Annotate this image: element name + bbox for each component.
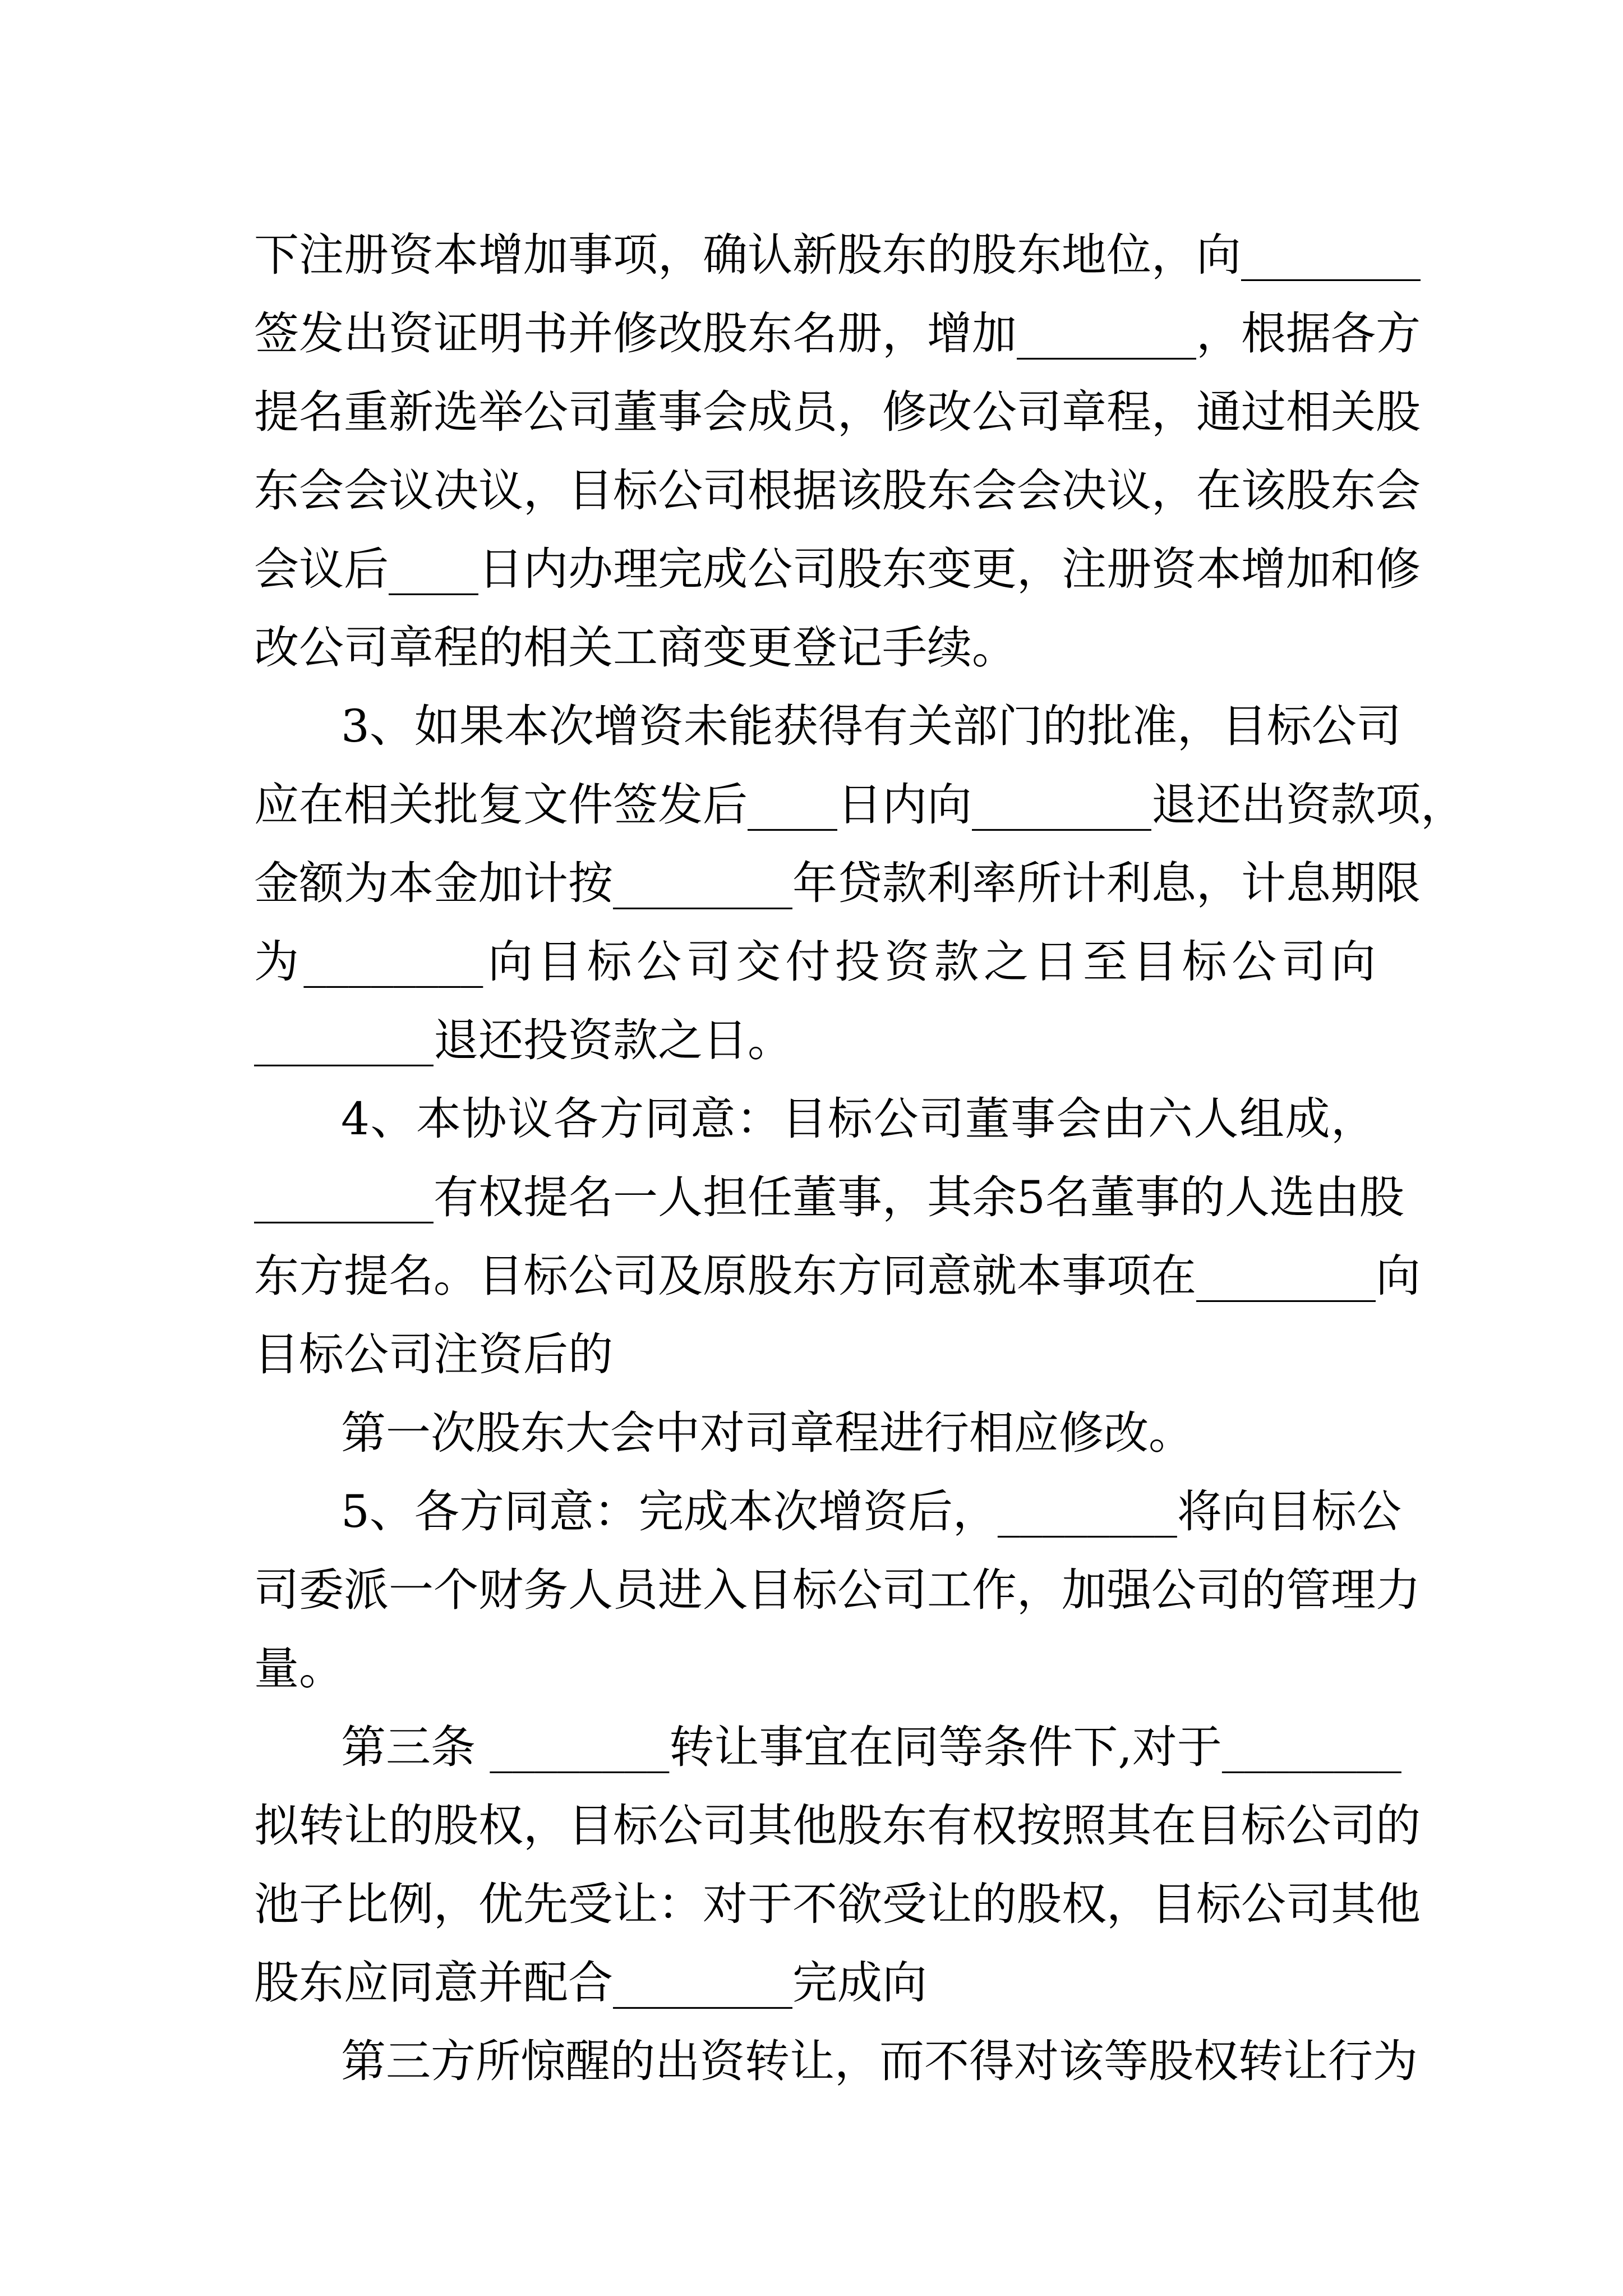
paragraph-start-line: 第三方所惊醒的出资转让，而不得对该等股权转让行为 — [341, 2035, 1418, 2087]
text-line: 提名重新选举公司董事会成员，修改公司章程，通过相关股 — [254, 386, 1421, 438]
text-line: 会议后____日内办理完成公司股东变更，注册资本增加和修 — [254, 543, 1421, 595]
text-line: 池子比例，优先受让：对于不欲受让的股权，目标公司其他 — [254, 1878, 1421, 1930]
text-line: 金额为本金加计按________年贷款利率所计利息，计息期限 — [254, 857, 1421, 909]
text-line: 东会会议决议，目标公司根据该股东会会决议，在该股东会 — [254, 464, 1421, 517]
text-line: 签发出资证明书并修改股东名册，增加________，根据各方 — [254, 307, 1421, 360]
paragraph-start-line: 第一次股东大会中对司章程进行相应修改。 — [341, 1407, 1193, 1459]
text-line: 为________向目标公司交付投资款之日至目标公司向 — [254, 936, 1376, 988]
document-body — [254, 216, 1465, 2101]
text-line: 改公司章程的相关工商变更登记手续。 — [254, 622, 1017, 674]
text-line: 目标公司注资后的 — [254, 1328, 613, 1381]
text-line: 司委派一个财务人员进入目标公司工作，加强公司的管理力 — [254, 1564, 1421, 1616]
text-line: 应在相关批复文件签发后____日内向________退还出资款项， — [254, 779, 1465, 831]
paragraph-start-line: 3、如果本次增资未能获得有关部门的批准，目标公司 — [341, 700, 1401, 752]
text-line: 股东应同意并配合________完成向 — [254, 1957, 927, 2009]
text-line: ________退还投资款之日。 — [254, 1014, 792, 1066]
paragraph-start-line: 4、本协议各方同意：目标公司董事会由六人组成， — [341, 1093, 1376, 1145]
text-line: ________有权提名一人担任董事，其余5名董事的人选由股 — [254, 1171, 1404, 1223]
article-heading-line: 第三条 ________转让事宜在同等条件下,对于________ — [341, 1721, 1401, 1773]
paragraph-start-line: 5、各方同意：完成本次增资后，________将向目标公 — [341, 1485, 1401, 1538]
text-line: 量。 — [254, 1642, 344, 1695]
text-line: 拟转让的股权，目标公司其他股东有权按照其在目标公司的 — [254, 1800, 1421, 1852]
text-line: 下注册资本增加事项，确认新股东的股东地位，向________ — [254, 229, 1421, 281]
text-line: 东方提名。目标公司及原股东方同意就本事项在________向 — [254, 1250, 1421, 1302]
